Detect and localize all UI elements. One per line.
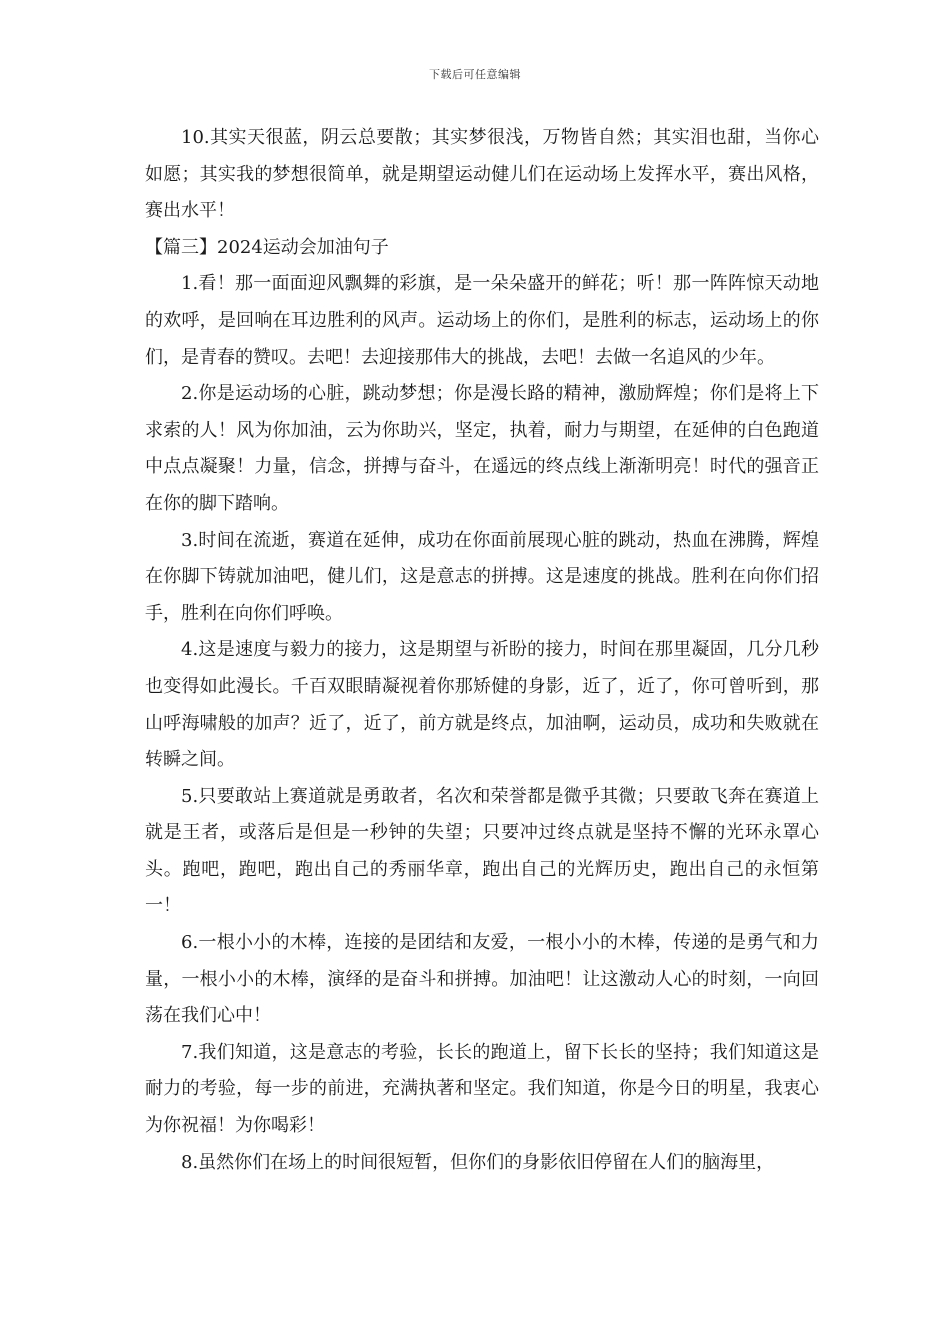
- paragraph-6: 6.一根小小的木棒，连接的是团结和友爱，一根小小的木棒，传递的是勇气和力量，一根小小的木棒，演绎的是奋斗和拼搏。加油吧！让这激动人心的时刻，一向回荡在我们心中！: [145, 932, 819, 1027]
- document-body: [145, 120, 819, 1181]
- paragraph-7: 7.我们知道，这是意志的考验，长长的跑道上，留下长长的坚持；我们知道这是耐力的考验，每一步的前进，充满执著和坚定。我们知道，你是今日的明星，我衷心为你祝福！为你喝彩！: [145, 1041, 819, 1137]
- paragraph-1: 1.看！那一面面迎风飘舞的彩旗，是一朵朵盛开的鲜花；听！那一阵阵惊天动地的欢呼，是回响在耳边胜利的风声。运动场上的你们，是胜利的标志，运动场上的你们，是青春的赞叹。去吧！去迎接那伟大的挑战，去吧！去做一名追风的少年。: [145, 273, 819, 368]
- section-title: 【篇三】2024运动会加油句子: [145, 236, 389, 258]
- paragraph-5: 5.只要敢站上赛道就是勇敢者，名次和荣誉都是微乎其微；只要敢飞奔在赛道上就是王者，或落后是但是一秒钟的失望；只要冲过终点就是坚持不懈的光环永罩心头。跑吧，跑吧，跑出自己的秀丽华章，跑出自己的光辉历史，跑出自己的永恒第一！: [145, 785, 819, 917]
- header-note: 下载后可任意编辑: [429, 68, 521, 81]
- paragraph-8: 8.虽然你们在场上的时间很短暂，但你们的身影依旧停留在人们的脑海里，: [181, 1151, 775, 1173]
- paragraph-10: 10.其实天很蓝，阴云总要散；其实梦很浅，万物皆自然；其实泪也甜，当你心如愿；其实我的梦想很简单，就是期望运动健儿们在运动场上发挥水平，赛出风格，赛出水平！: [145, 127, 819, 222]
- paragraph-2: 2.你是运动场的心脏，跳动梦想；你是漫长路的精神，激励辉煌；你们是将上下求索的人！风为你加油，云为你助兴，坚定，执着，耐力与期望，在延伸的白色跑道中点点凝聚！力量，信念，拼搏与奋斗，在遥远的终点线上渐渐明亮！时代的强音正在你的脚下踏响。: [145, 383, 819, 514]
- paragraph-3: 3.时间在流逝，赛道在延伸，成功在你面前展现心脏的跳动，热血在沸腾，辉煌在你脚下铸就加油吧，健儿们，这是意志的拼搏。这是速度的挑战。胜利在向你们招手，胜利在向你们呼唤。: [145, 529, 819, 624]
- paragraph-4: 4.这是速度与毅力的接力，这是期望与祈盼的接力，时间在那里凝固，几分几秒也变得如此漫长。千百双眼睛凝视着你那矫健的身影，近了，近了，你可曾听到，那山呼海啸般的加声？近了，近了，前方就是终点，加油啊，运动员，成功和失败就在转瞬之间。: [145, 639, 819, 771]
